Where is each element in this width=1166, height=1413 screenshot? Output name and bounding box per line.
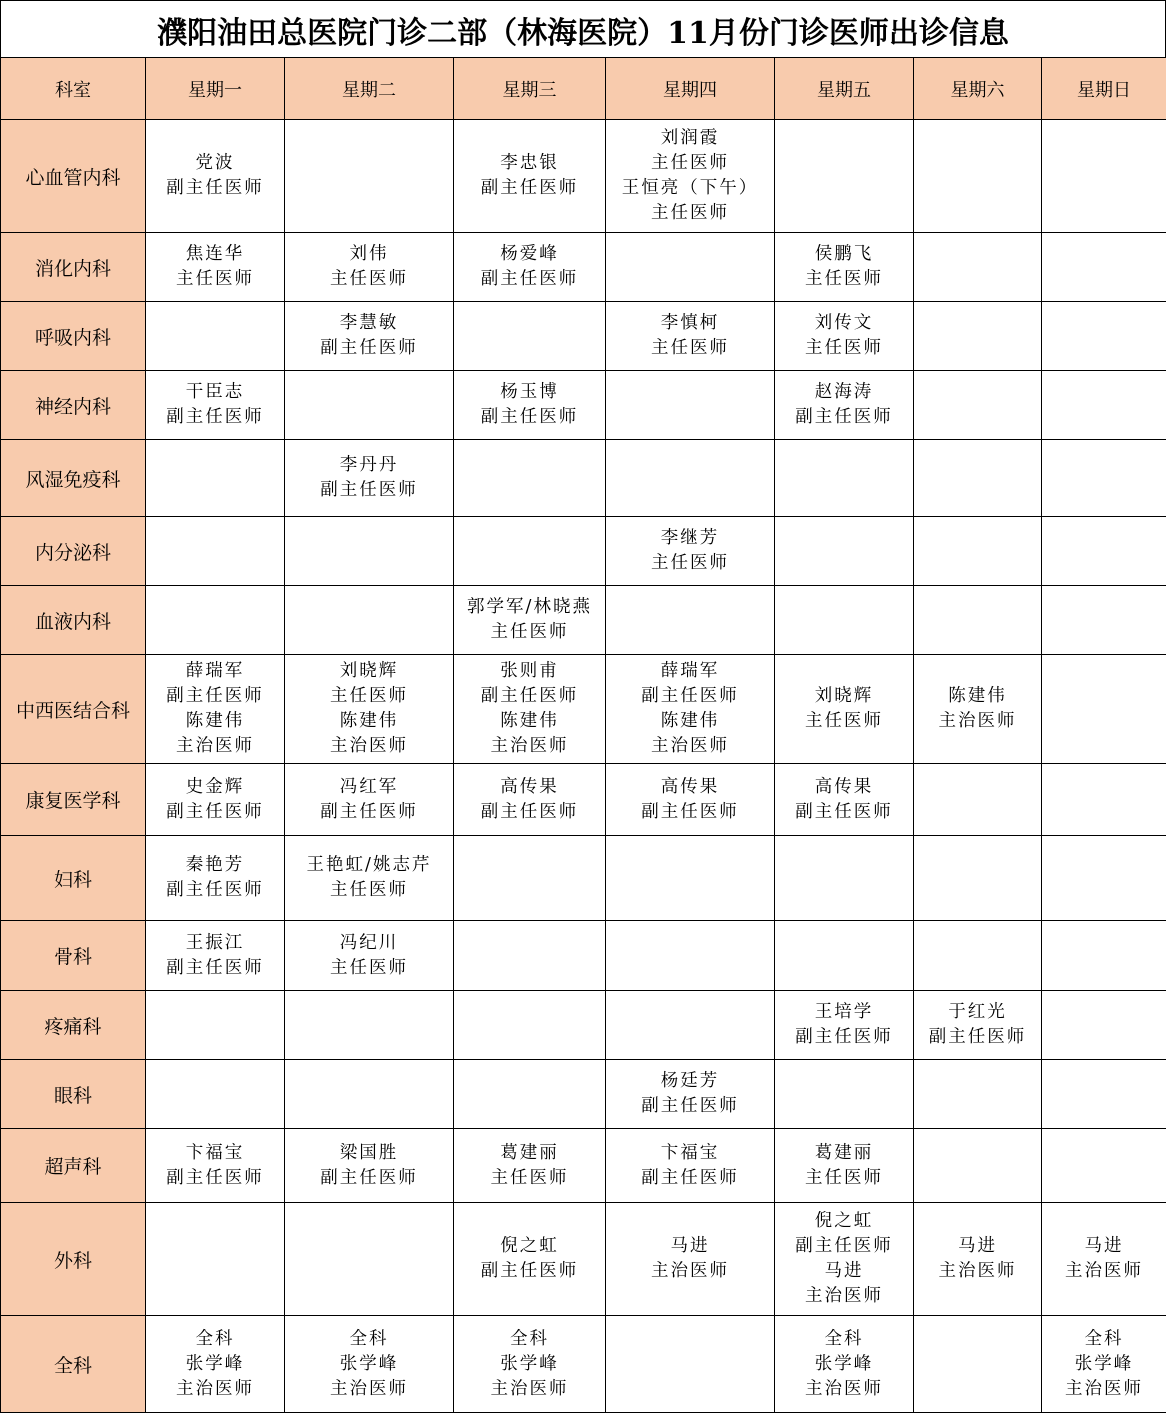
doctor-info-line: 李忠银 — [500, 153, 559, 173]
department-cell: 康复医学科 — [1, 764, 146, 836]
doctor-info-line: 主治医师 — [805, 1378, 883, 1399]
doctor-info-line: 薛瑞军 — [185, 661, 245, 681]
doctor-info-line: 杨廷芳 — [660, 1071, 720, 1091]
doctor-info-line: 全科 — [1084, 1328, 1124, 1349]
department-cell: 疼痛科 — [1, 991, 146, 1060]
schedule-cell — [914, 1060, 1042, 1129]
table-row — [1, 371, 1166, 440]
schedule-cell — [606, 233, 775, 302]
schedule-cell — [1042, 991, 1166, 1060]
schedule-cell — [285, 1203, 454, 1316]
schedule-cell — [146, 233, 285, 302]
schedule-cell — [1042, 764, 1166, 836]
doctor-info-line: 史金辉 — [185, 776, 245, 797]
header-cell-wednesday: 星期三 — [454, 58, 606, 120]
doctor-info-line: 马进 — [958, 1236, 997, 1256]
doctor-info-line: 主任医师 — [805, 269, 883, 289]
doctor-info-line: 张学峰 — [500, 1353, 559, 1374]
schedule-cell — [775, 991, 914, 1060]
table-row — [1, 1316, 1166, 1413]
doctor-info-line: 主任医师 — [651, 203, 729, 223]
schedule-cell — [146, 921, 285, 991]
schedule-cell — [606, 1129, 775, 1203]
department-cell: 外科 — [1, 1203, 146, 1316]
doctor-info-line: 副主任医师 — [480, 801, 579, 822]
schedule-cell — [1042, 302, 1166, 371]
doctor-info-line: 葛建丽 — [500, 1142, 559, 1163]
schedule-cell — [606, 1203, 775, 1316]
doctor-info-line: 陈建伟 — [339, 711, 399, 731]
schedule-cell — [285, 921, 454, 991]
doctor-info-line: 副主任医师 — [480, 407, 579, 427]
schedule-cell — [285, 517, 454, 586]
header-cell-friday: 星期五 — [775, 58, 914, 120]
schedule-cell — [146, 991, 285, 1060]
schedule-cell — [914, 764, 1042, 836]
table-row — [1, 655, 1166, 764]
doctor-info-line: 李慧敏 — [339, 313, 399, 333]
table-row — [1, 836, 1166, 921]
doctor-info-line: 冯纪川 — [339, 932, 399, 953]
schedule-cell — [285, 120, 454, 233]
header-cell-saturday: 星期六 — [914, 58, 1042, 120]
department-cell: 超声科 — [1, 1129, 146, 1203]
department-cell: 眼科 — [1, 1060, 146, 1129]
schedule-cell — [146, 120, 285, 233]
schedule-cell — [146, 764, 285, 836]
schedule-cell — [775, 764, 914, 836]
doctor-info-line: 主治医师 — [1065, 1378, 1143, 1399]
department-cell: 骨科 — [1, 921, 146, 991]
schedule-cell — [914, 655, 1042, 764]
schedule-cell — [454, 991, 606, 1060]
schedule-cell — [454, 1203, 606, 1316]
schedule-cell — [914, 836, 1042, 921]
doctor-info-line: 于红光 — [948, 1002, 1007, 1022]
schedule-cell — [285, 586, 454, 655]
schedule-cell — [606, 1060, 775, 1129]
doctor-info-line: 主任医师 — [805, 338, 883, 358]
schedule-cell — [285, 233, 454, 302]
doctor-info-line: 全科 — [510, 1328, 549, 1349]
doctor-info-line: 卞福宝 — [660, 1142, 720, 1163]
schedule-cell — [914, 302, 1042, 371]
schedule-cell — [1042, 1203, 1166, 1316]
doctor-info-line: 主任医师 — [490, 1167, 569, 1188]
doctor-info-line: 副主任医师 — [928, 1027, 1027, 1047]
doctor-info-line: 副主任医师 — [166, 1167, 264, 1188]
doctor-info-line: 高传果 — [500, 776, 559, 797]
doctor-info-line: 马进 — [670, 1236, 710, 1256]
schedule-cell — [454, 371, 606, 440]
department-cell: 妇科 — [1, 836, 146, 921]
schedule-cell — [606, 371, 775, 440]
schedule-cell — [775, 1316, 914, 1413]
department-cell: 内分泌科 — [1, 517, 146, 586]
doctor-info-line: 陈建伟 — [500, 711, 559, 731]
schedule-cell — [775, 1129, 914, 1203]
doctor-info-line: 副主任医师 — [320, 480, 418, 500]
schedule-cell — [1042, 1060, 1166, 1129]
doctor-info-line: 主治医师 — [938, 1261, 1017, 1281]
schedule-cell — [914, 440, 1042, 517]
doctor-info-line: 副主任医师 — [166, 880, 264, 900]
doctor-info-line: 梁国胜 — [339, 1142, 399, 1163]
schedule-cell — [606, 921, 775, 991]
department-cell: 中西医结合科 — [1, 655, 146, 764]
schedule-cell — [606, 836, 775, 921]
schedule-cell — [914, 1203, 1042, 1316]
schedule-cell — [606, 764, 775, 836]
schedule-cell — [775, 1203, 914, 1316]
schedule-cell — [1042, 655, 1166, 764]
schedule-cell — [454, 440, 606, 517]
doctor-info-line: 倪之虹 — [500, 1236, 559, 1256]
schedule-cell — [606, 440, 775, 517]
schedule-cell — [454, 1060, 606, 1129]
schedule-cell — [454, 1129, 606, 1203]
schedule-cell — [146, 586, 285, 655]
schedule-cell — [146, 1129, 285, 1203]
doctor-info-line: 焦连华 — [185, 244, 245, 264]
doctor-info-line: 主治医师 — [176, 1378, 254, 1399]
doctor-info-line: 刘传文 — [814, 313, 874, 333]
header-cell-thursday: 星期四 — [606, 58, 775, 120]
doctor-info-line: 主任医师 — [805, 1167, 883, 1188]
doctor-info-line: 马进 — [824, 1261, 864, 1281]
doctor-info-line: 王培学 — [814, 1002, 874, 1022]
schedule-cell — [914, 1316, 1042, 1413]
doctor-info-line: 王振江 — [185, 932, 245, 953]
doctor-info-line: 陈建伟 — [660, 711, 720, 731]
schedule-cell — [775, 517, 914, 586]
schedule-cell — [1042, 1129, 1166, 1203]
doctor-info-line: 高传果 — [660, 776, 720, 797]
schedule-cell — [285, 991, 454, 1060]
doctor-info-line: 马进 — [1084, 1236, 1124, 1256]
schedule-cell — [914, 586, 1042, 655]
schedule-cell — [914, 233, 1042, 302]
schedule-cell — [454, 302, 606, 371]
doctor-info-line: 副主任医师 — [641, 1096, 739, 1116]
doctor-info-line: 李慎柯 — [660, 313, 720, 333]
doctor-info-line: 张则甫 — [500, 661, 559, 681]
doctor-info-line: 刘晓辉 — [339, 661, 399, 681]
doctor-info-line: 副主任医师 — [480, 269, 579, 289]
schedule-cell — [914, 1129, 1042, 1203]
schedule-cell — [775, 302, 914, 371]
schedule-cell — [454, 586, 606, 655]
doctor-info-line: 张学峰 — [814, 1353, 874, 1374]
table-row — [1, 440, 1166, 517]
schedule-cell — [606, 991, 775, 1060]
department-cell: 消化内科 — [1, 233, 146, 302]
doctor-info-line: 主任医师 — [330, 269, 408, 289]
schedule-cell — [285, 1316, 454, 1413]
schedule-cell — [914, 921, 1042, 991]
table-row — [1, 302, 1166, 371]
doctor-info-line: 主治医师 — [330, 736, 408, 756]
schedule-cell — [775, 440, 914, 517]
doctor-info-line: 主治医师 — [490, 736, 569, 756]
doctor-info-line: 副主任医师 — [166, 686, 264, 706]
schedule-cell — [1042, 233, 1166, 302]
schedule-cell — [775, 1060, 914, 1129]
doctor-info-line: 李丹丹 — [339, 455, 399, 475]
schedule-cell — [606, 302, 775, 371]
doctor-info-line: 副主任医师 — [795, 407, 893, 427]
doctor-info-line: 主治医师 — [330, 1378, 408, 1399]
header-cell-dept: 科室 — [1, 58, 146, 120]
doctor-info-line: 副主任医师 — [166, 178, 264, 198]
schedule-table — [0, 57, 1166, 1413]
doctor-info-line: 主任医师 — [176, 269, 254, 289]
department-cell: 神经内科 — [1, 371, 146, 440]
doctor-info-line: 倪之虹 — [814, 1211, 874, 1231]
department-cell: 风湿免疫科 — [1, 440, 146, 517]
schedule-cell — [1042, 517, 1166, 586]
schedule-cell — [1042, 921, 1166, 991]
schedule-cell — [454, 764, 606, 836]
doctor-info-line: 副主任医师 — [166, 801, 264, 822]
table-row — [1, 764, 1166, 836]
doctor-info-line: 党波 — [195, 153, 235, 173]
schedule-cell — [454, 120, 606, 233]
schedule-cell — [454, 921, 606, 991]
doctor-info-line: 主治医师 — [1065, 1261, 1143, 1281]
doctor-info-line: 主任医师 — [651, 553, 729, 573]
doctor-info-line: 主治医师 — [651, 1261, 729, 1281]
doctor-info-line: 赵海涛 — [814, 382, 874, 402]
doctor-info-line: 主任医师 — [330, 957, 408, 978]
doctor-info-line: 副主任医师 — [795, 1027, 893, 1047]
doctor-info-line: 全科 — [824, 1328, 864, 1349]
schedule-cell — [146, 440, 285, 517]
schedule-cell — [146, 1203, 285, 1316]
schedule-cell — [1042, 371, 1166, 440]
schedule-cell — [1042, 586, 1166, 655]
doctor-info-line: 主任医师 — [490, 622, 569, 642]
schedule-body — [1, 120, 1166, 1413]
doctor-info-line: 高传果 — [814, 776, 874, 797]
doctor-info-line: 主任医师 — [330, 880, 408, 900]
department-cell: 心血管内科 — [1, 120, 146, 233]
doctor-info-line: 主任医师 — [651, 153, 729, 173]
schedule-cell — [775, 921, 914, 991]
doctor-info-line: 主治医师 — [651, 736, 729, 756]
doctor-info-line: 刘晓辉 — [814, 686, 874, 706]
schedule-cell — [285, 371, 454, 440]
schedule-cell — [914, 371, 1042, 440]
doctor-info-line: 郭学军/林晓燕 — [467, 597, 592, 617]
doctor-info-line: 秦艳芳 — [185, 855, 245, 875]
doctor-info-line: 卞福宝 — [185, 1142, 245, 1163]
department-cell: 呼吸内科 — [1, 302, 146, 371]
doctor-info-line: 薛瑞军 — [660, 661, 720, 681]
doctor-info-line: 主治医师 — [805, 1286, 883, 1306]
header-cell-tuesday: 星期二 — [285, 58, 454, 120]
schedule-cell — [454, 836, 606, 921]
doctor-info-line: 葛建丽 — [814, 1142, 874, 1163]
schedule-cell — [606, 1316, 775, 1413]
doctor-info-line: 李继芳 — [660, 528, 720, 548]
doctor-info-line: 刘润霞 — [660, 128, 720, 148]
schedule-cell — [1042, 120, 1166, 233]
schedule-cell — [775, 586, 914, 655]
schedule-cell — [285, 302, 454, 371]
doctor-info-line: 副主任医师 — [795, 801, 893, 822]
schedule-cell — [454, 233, 606, 302]
doctor-info-line: 副主任医师 — [166, 407, 264, 427]
table-row — [1, 233, 1166, 302]
header-row — [1, 58, 1166, 120]
schedule-cell — [1042, 440, 1166, 517]
schedule-cell — [914, 517, 1042, 586]
doctor-info-line: 侯鹏飞 — [814, 244, 874, 264]
schedule-cell — [606, 655, 775, 764]
doctor-info-line: 副主任医师 — [480, 178, 579, 198]
schedule-cell — [146, 1316, 285, 1413]
doctor-info-line: 主任医师 — [805, 711, 883, 731]
schedule-cell — [775, 655, 914, 764]
schedule-cell — [146, 1060, 285, 1129]
table-row — [1, 1203, 1166, 1316]
table-row — [1, 991, 1166, 1060]
schedule-cell — [285, 764, 454, 836]
doctor-info-line: 主治医师 — [176, 736, 254, 756]
department-cell: 全科 — [1, 1316, 146, 1413]
schedule-cell — [454, 1316, 606, 1413]
table-row — [1, 517, 1166, 586]
doctor-info-line: 干臣志 — [185, 382, 245, 402]
doctor-info-line: 全科 — [195, 1328, 235, 1349]
schedule-cell — [775, 836, 914, 921]
doctor-info-line: 冯红军 — [339, 776, 399, 797]
doctor-info-line: 副主任医师 — [641, 801, 739, 822]
doctor-info-line: 副主任医师 — [480, 1261, 579, 1281]
doctor-info-line: 主治医师 — [938, 711, 1017, 731]
doctor-info-line: 陈建伟 — [185, 711, 245, 731]
schedule-cell — [914, 991, 1042, 1060]
schedule-cell — [606, 586, 775, 655]
table-row — [1, 1129, 1166, 1203]
doctor-info-line: 张学峰 — [185, 1353, 245, 1374]
schedule-cell — [775, 371, 914, 440]
schedule-cell — [914, 120, 1042, 233]
doctor-info-line: 主任医师 — [651, 338, 729, 358]
schedule-cell — [146, 655, 285, 764]
doctor-info-line: 副主任医师 — [320, 801, 418, 822]
schedule-cell — [285, 1060, 454, 1129]
doctor-info-line: 杨爱峰 — [500, 244, 559, 264]
table-row — [1, 120, 1166, 233]
doctor-info-line: 王艳虹/姚志芹 — [306, 855, 432, 875]
schedule-cell — [775, 233, 914, 302]
doctor-info-line: 副主任医师 — [320, 338, 418, 358]
schedule-cell — [146, 302, 285, 371]
table-row — [1, 586, 1166, 655]
schedule-cell — [606, 517, 775, 586]
doctor-info-line: 副主任医师 — [166, 957, 264, 978]
schedule-cell — [285, 440, 454, 517]
doctor-info-line: 主治医师 — [490, 1378, 569, 1399]
doctor-info-line: 副主任医师 — [795, 1236, 893, 1256]
schedule-cell — [454, 655, 606, 764]
schedule-cell — [285, 836, 454, 921]
schedule-cell — [775, 120, 914, 233]
doctor-info-line: 副主任医师 — [641, 686, 739, 706]
table-row — [1, 921, 1166, 991]
doctor-info-line: 张学峰 — [339, 1353, 399, 1374]
schedule-cell — [146, 371, 285, 440]
doctor-info-line: 全科 — [349, 1328, 389, 1349]
doctor-info-line: 王恒亮（下午） — [621, 178, 759, 198]
table-row — [1, 1060, 1166, 1129]
schedule-cell — [146, 517, 285, 586]
doctor-info-line: 副主任医师 — [320, 1167, 418, 1188]
doctor-info-line: 刘伟 — [349, 244, 389, 264]
schedule-cell — [285, 1129, 454, 1203]
header-cell-sunday: 星期日 — [1042, 58, 1166, 120]
schedule-cell — [454, 517, 606, 586]
schedule-cell — [146, 836, 285, 921]
doctor-info-line: 陈建伟 — [948, 686, 1007, 706]
page-title: 濮阳油田总医院门诊二部（林海医院）11月份门诊医师出诊信息 — [0, 0, 1166, 58]
doctor-info-line: 主任医师 — [330, 686, 408, 706]
schedule-cell — [1042, 836, 1166, 921]
schedule-cell — [1042, 1316, 1166, 1413]
doctor-info-line: 副主任医师 — [480, 686, 579, 706]
department-cell: 血液内科 — [1, 586, 146, 655]
schedule-cell — [285, 655, 454, 764]
doctor-info-line: 杨玉博 — [500, 382, 559, 402]
doctor-info-line: 副主任医师 — [641, 1167, 739, 1188]
schedule-cell — [606, 120, 775, 233]
header-cell-monday: 星期一 — [146, 58, 285, 120]
doctor-info-line: 张学峰 — [1074, 1353, 1134, 1374]
